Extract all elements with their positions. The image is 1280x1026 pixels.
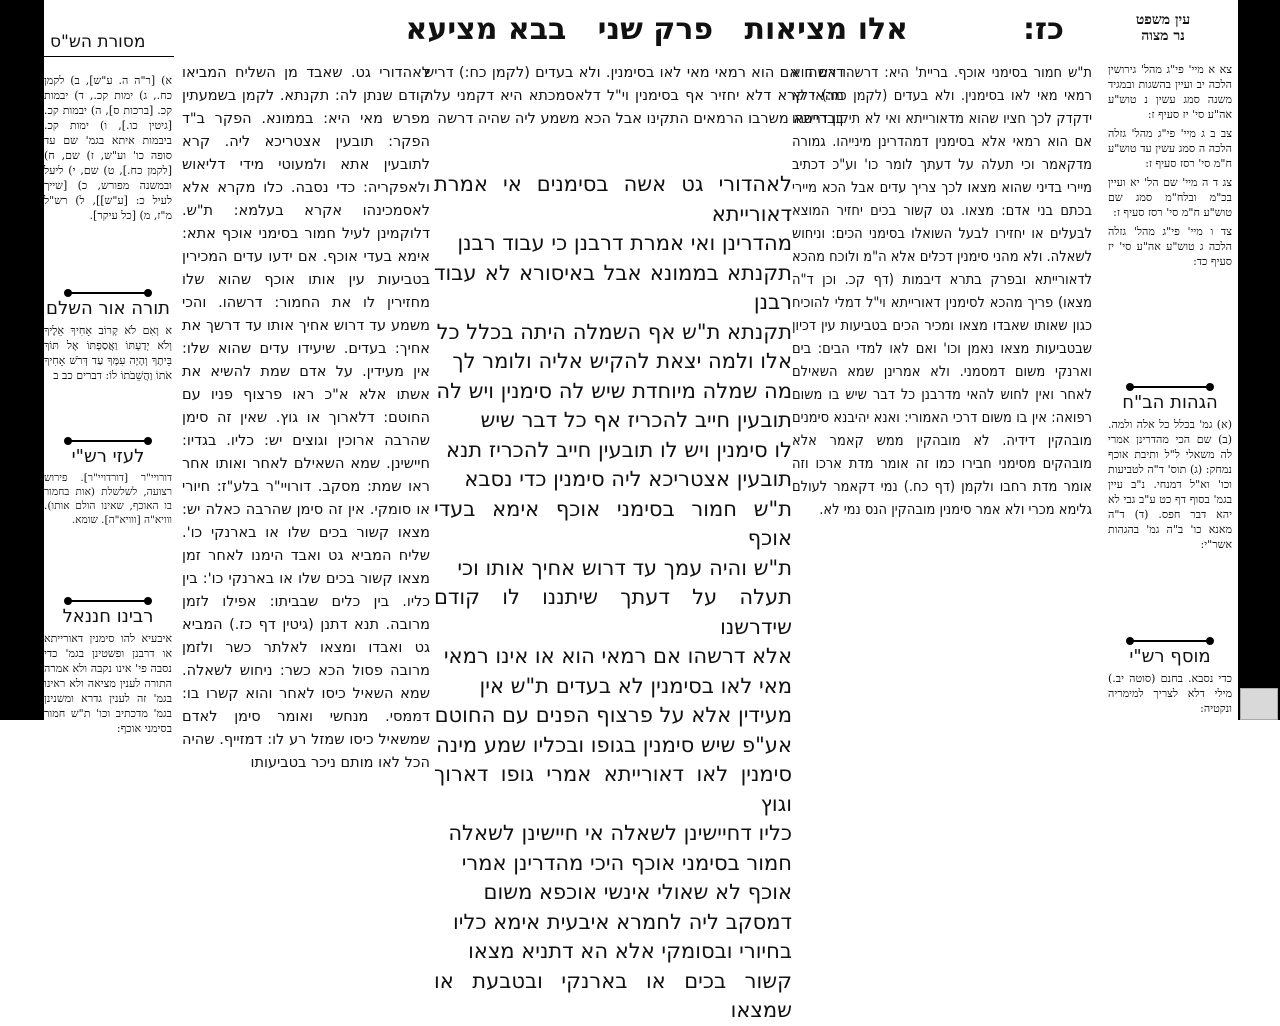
masoret-hashas-label: מסורת הש"ס [50,32,146,52]
gemara-line: לו סימנין ויש לו תובעין חייב להכריז תנא [445,437,792,462]
gemara-line: כליו דחיישינן לשאלה אי חיישינן לשאלה [448,821,792,845]
right-black-border [1238,0,1280,720]
talmud-page [44,0,1238,1022]
gemara-line: ת"ש והיה עמך עד דרוש אחיך אותו וכי [457,555,792,580]
ein-mishpat-label: עין משפט נר מצוה [1135,12,1191,44]
gemara-line: מעידין אלא על פרצוף הפנים עם החוטם [434,703,792,727]
scroll-corner-button[interactable] [1240,688,1278,720]
musaf-rashi-section [1108,640,1232,716]
tosafot-top-block [424,62,844,168]
loazei-rashi-section [44,440,172,527]
left-black-border [0,0,44,720]
gemara-line: תקנתא בממונא אבל באיסורא לא עבוד רבנן [434,260,792,314]
musaf-rashi-title: מוסף רש"י [1129,646,1211,667]
gemara-line: תובעין אצטריכא ליה סימנין כדי נסבא [464,467,792,491]
gemara-line: אע"פ שיש סימנין בגופו ובכליו שמע מינה [436,732,792,757]
gemara-line: סימנין לאו דאורייתא אמרי גופו דארוך וגוץ [434,762,792,816]
rashi-text: ת"ש חמור בסימני אוכף. בריית' היא: דרשהו אם הוא רמאי מאי לאו בסימנין. ולא בעדים (לקמן כח:) דלא ידקדק לכך חציו שהוא מדאורייתא ואי לא תיקון דרשהו אם הוא רמאי אלא בסימנין דמהדרינן מינייהו. גמורה מדקאמר וכי תעלה על דעתך לומר כו' וע"כ דכתיב מיירי בדיני שהוא מצאו לכך צריך עדים אבל הכא מיירי בכתם בני אדם: מצאו. גט קשור בכים יחזיר המוצא לבעלים או יחזירו לבעל השואלו בסימני הכים: וניחוש לשאלה. ולא מהני סימנין דכלים אלא ה"מ ולוכח מהכא לדאורייתא ובפרק בתרא דיבמות (דף קכ. וכן ד"ה מצאו) פריך מהכא לסימנין דאורייתא וי"ל דמלי להוכיח כגון שאותו שאבדו מצאו ומכיר הכים בטביעות עין דכיון שבטביעות מצאו נאמן וכו' ואם לאו למדי הבים: בים וארנקי משום דמסמני. ולא אמרינן שמא השאילם לאחר ואין לחוש להאי מדרבנן כל דבר שיש בו משום רפואה: אין בו משום דרכי האמורי: ואנא יהיבנא סימנים מובהקין דידיה. לא מובהקין ממש קאמר אלא מובהקים מסימני חבירו כמו זה אומר מדת ארכו וזה אומר מדת רחבו ולקמן (דף כח.) נמי דקאמר לעולם גלימא מכרי ולא אמר סימנין מובהקין הנס נמי לא. [792,65,1092,518]
page-header [44,6,1238,52]
tosafot-top-text: דרשהו אם הוא רמאי מאי לאו בסימנין. ולא בעדים (לקמן כח:) דריש מהאי קרא דלא יחזיר אף בסימנין וי"ל דלאסמכתא היא דקמני עלה בברייתא משרבו הרמאים התקינו אבל הכא משמע ליה שהיה דרשה [424,65,844,127]
gemara-line: ת"ש חמור בסימני אוכף אימא בעדי אוכף [434,496,792,550]
gemara-line: קשור בכים או בארנקי ובטבעת או שמצאו [434,968,792,1022]
rabbeinu-chananel-section [44,600,172,736]
torah-or-text: א וְאִם לֹא קָרוֹב אָחִיךָ אֵלֶיךָ וְלֹא יְדַעְתּוֹ וַאֲסַפְתּוֹ אֶל תּוֹךְ בֵּיתֶךָ וְהָיָה עִמְּךָ עַד דְּרֹשׁ אָחִיךָ אֹתוֹ וַהֲשֵׁבֹתוֹ לוֹ: דברים כב ב [44,324,172,382]
hagahot-habach-section [1108,386,1232,649]
gemara-line: אוכף לא שאולי אינשי אוכפא משום [483,880,792,904]
hagahot-text: (א) גמ' בכלל כל אלה ולמה. (ב) שם הכי מהדרינן אמרי לה משאלי ל"ל ותיבת אוכף נמחק: (ג) תוס' ד"ה לטביעות וכו' וא"ל דמנחי. נ"ב עיין בגמ' בסוף דף כט ע"ב גבי לא יהא דבר חפס. (ד) ד"ה מאנא כו' ב"ה גמ' בהגהות אשר"י: [1108,418,1232,551]
loazei-rashi-text: דורויי"ר [דורדויי"ר]. פירוש רצועה, לשלשלת (אות בחמור בו האוכף, שאינו הולם אותו). ווויא"ה [ווויא"ה]. שומא. [44,472,172,526]
tosafot-text: לאהדורי גט. שאבד מן השליח המביאו קודם שנתן לה: תקנתא. לקמן בשמעתין מפרש מאי היא: בממונא. הפקר ב"ד הפקר: תובעין אצטריכא ליה. קרא לתובעין אתא ולמעוטי מידי דליאוש ולאפקריה: כדי נסבה. כלו מקרא אלא לאסמכינהו אקרא בעלמא: ת"ש. דלוקמינן לעיל חמור בסימני אוכף אתא: אימא בעדי אוכף. אם ידעו עדים המכירין בטביעות עין אותו אוכף שהוא שלו מחזירין לו את החמור: דרשהו. והכי משמע עד דרוש אחיך אותו עד דרשך את אחיך: בעדים. שיעידו עדים שהוא שלו: אין מעידין. על אדם שמת להשיא את אשתו אלא א"כ ראו פרצוף פניו עם החוטם: דלארוך או גוץ. שאין זה סימן שהרבה ארוכין וגוצים יש: כליו. בגדיו: חיישינן. שמא השאילם לאחר ואותו אחר ראו שמת: מסקב. דורויי"ר בלע"ז: חיורי או סומקי. אין זה סימן שהרבה כאלה יש: מצאו קשור בכים שלו או בארנקי כו'. שליח המביא גט ואבד הימנו לאחר זמן מצאו קשור בכים שלו או בארנקי כו': בין כליו. בין כלים שבביתו: אפילו לזמן מרובה. תנא דתנן (גיטין דף כז.) המביא גט ואבדו ומצאו לאלתר כשר ולזמן מרובה פסול הכא כשר: ניחוש לשאלה. שמא השאיל כיסו לאחר והוא קשרו בו: דממסי. מנחשי ואומר סימן לאדם שמשאיל כיסו שמזל רע לו: דמזייף. שהיה הכל לאו מותם ניכר בטביעותו [182,65,430,771]
section-divider [68,440,148,442]
gemara-line: תעלה על דעתך שיתננו לו קודם שידרשנו [434,585,792,639]
divider-line [44,56,174,57]
tosafot-commentary [182,62,430,771]
masoret-hashas-column [44,62,172,282]
ein-mishpat-entry: צא א מיי' פי"ג מהל' גירושין הלכה יב ועיין בהשגות ובמגיד משנה סמג עשין נ טוש"ע אה"ע סי' יז סעיף ז: [1108,63,1232,121]
section-divider [1130,640,1210,642]
loazei-rashi-title: לעזי רש"י [71,446,145,467]
musaf-rashi-text: כדי נסבא. בחנם (סוטה יב.) מילי דלא לצריך למימריה ונקטיה: [1108,672,1232,715]
gemara-text [434,170,792,1022]
gemara-line: אלו ולמה יצאת להקיש אליה ולומר לך [452,349,792,373]
gemara-line: תובעין חייב להכריז אף כל דבר שיש [480,408,792,432]
page-title: אלו מציאות פרק שני בבא מציעא [405,12,908,47]
ein-mishpat-entry: צג ד ה מיי' שם הל' יא ועיין בכ"מ ובלח"מ סמג שם טוש"ע ח"מ סי' רסז סעיף ז: [1108,176,1232,219]
masoret-text: א) [ר"ה ה. ע"ש], ב) לקמן כח., ג) ימות קכ., ד) יבמות קכ. [ברכות ס], ה) יבמות קכ. [גיטין כו.], ו) ימות קכ. ביבמות איתא בגמ' שם עד סופה כו' וע"ש, ז) שם, ח) [לקמן כח.], ט) שם, י) ליעל ובמשנה מפורש, כ) [שייך לעיל כ: [ע"ש]], ל) רש"ל מ"ז, מ) [כל עיקר]. [44,74,172,222]
gemara-line: תקנתא ת"ש אף השמלה היתה בכלל כל [436,319,792,344]
ein-mishpat-entry: צד ו מיי' פי"ג מהל' גזלה הלכה ג טוש"ע אה"ע סי' יז סעיף כד: [1108,225,1232,268]
gemara-line: בחיורי ובסומקי אלא הא דתניא מצאו [468,939,792,963]
gemara-line: מהדרינן ואי אמרת דרבנן כי עבוד רבנן [457,231,792,255]
gemara-line: מאי לאו בסימנין לא בעדים ת"ש אין [479,673,792,698]
gemara-line: מה שמלה מיוחדת שיש לה סימנין ויש לה [436,378,792,403]
gemara-line: לאהדורי גט אשה בסימנים אי אמרת דאורייתא [434,172,792,226]
section-divider [68,292,148,294]
section-divider [1130,386,1210,388]
torah-or-section [44,292,172,383]
torah-or-title: תורה אור השלם [46,298,170,319]
gemara-line: אלא דרשהו אם רמאי הוא או אינו רמאי [443,644,792,668]
ein-mishpat-column [1108,62,1232,372]
gemara-line: חמור בסימני אוכף היכי מהדרינן אמרי [461,850,792,875]
rabbeinu-chananel-text: איבעיא להו סימנין דאורייתא או דרבנן ופשטינן בגמ' כדי נסבה פי' אינו נקבה ולא אמרה התורה לענין מציאה ולא ראינו בגמ' זה לענין גדרא ומשנינן בגמ' מדכתיב וכו' ת"ש חמור בסימני אוכף: [44,632,172,735]
hagahot-title: הגהות הב"ח [1122,392,1218,413]
section-divider [68,600,148,602]
rabbeinu-chananel-title: רבינו חננאל [62,606,154,627]
ein-mishpat-entry: צב ב ג מיי' פי"ג מהל' גזלה הלכה ה סמג עשין עד טוש"ע ח"מ סי' רסז סעיף ז: [1108,127,1232,170]
daf-number: כז: [1022,12,1064,47]
gemara-line: דמסקב ליה לחמרא איבעית אימא כליו [453,909,792,934]
